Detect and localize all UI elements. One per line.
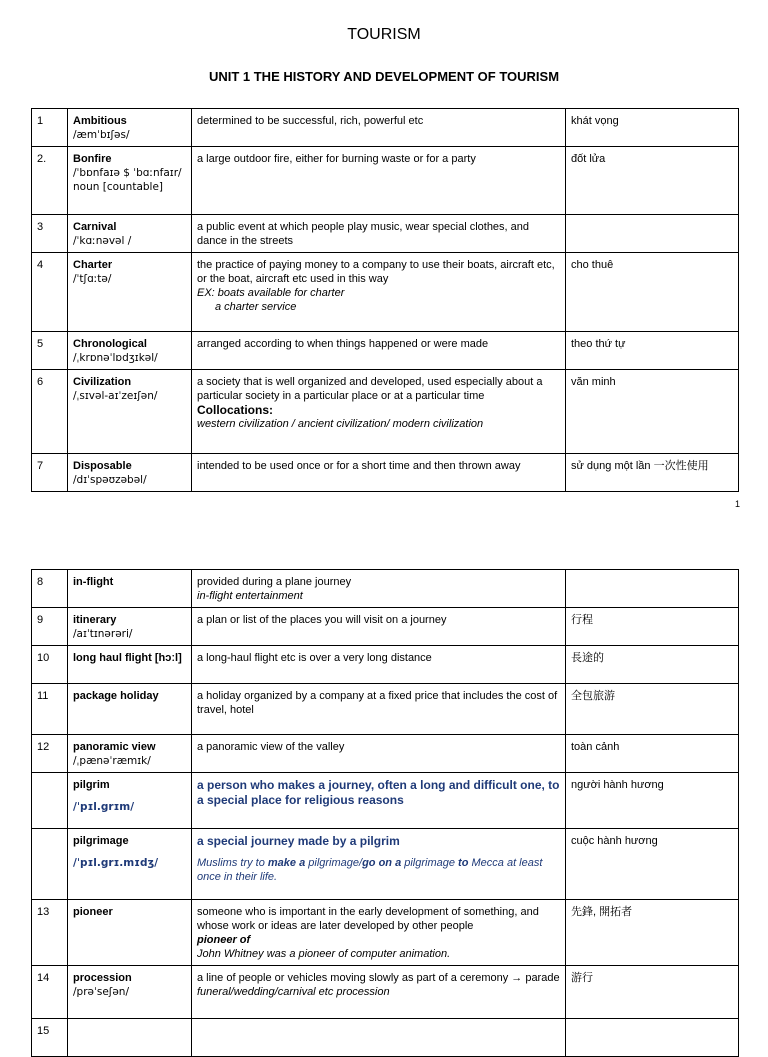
row-number: 5	[32, 332, 68, 370]
example: John Whitney was a pioneer of computer animation.	[197, 948, 451, 960]
row-number: 10	[32, 646, 68, 684]
collocations-label: Collocations:	[197, 403, 274, 417]
pronunciation: /prəˈseʃən/	[73, 986, 129, 998]
pronunciation: /ˌkrɒnəˈlɒdʒɪkəl/	[73, 352, 158, 364]
row-number: 7	[32, 454, 68, 492]
definition: a line of people or vehicles moving slowly as part of a ceremony → parade	[197, 972, 560, 984]
definition: a long-haul flight etc is over a very long distance	[192, 646, 566, 684]
row-number: 12	[32, 735, 68, 773]
row-number	[32, 773, 68, 829]
table-row	[32, 966, 739, 1019]
translation: 長途的	[566, 646, 739, 684]
table-row	[32, 608, 739, 646]
vocabulary-table-1	[31, 108, 739, 492]
row-number: 3	[32, 215, 68, 253]
table-row	[32, 829, 739, 900]
definition: intended to be used once or for a short time and then thrown away	[192, 454, 566, 492]
term-cell	[68, 608, 192, 646]
definition-cell	[192, 773, 566, 829]
document-title: TOURISM	[347, 26, 421, 43]
translation: 先鋒, 開拓者	[566, 900, 739, 966]
row-number: 2.	[32, 147, 68, 215]
table-row	[32, 332, 739, 370]
row-number: 13	[32, 900, 68, 966]
term-cell	[68, 370, 192, 454]
definition-cell	[192, 570, 566, 608]
pronunciation: /ˌsɪvəl-aɪˈzeɪʃən/	[73, 390, 158, 402]
vocabulary-table-2	[31, 569, 739, 1057]
definition: a public event at which people play music, wear special clothes, and dance in the streets	[192, 215, 566, 253]
row-number: 14	[32, 966, 68, 1019]
translation: 行程	[566, 608, 739, 646]
row-number: 8	[32, 570, 68, 608]
definition: a holiday organized by a company at a fixed price that includes the cost of travel, hotel	[192, 684, 566, 735]
definition-cell	[192, 370, 566, 454]
term: pioneer	[73, 906, 113, 918]
term-cell	[68, 829, 192, 900]
term-cell	[68, 1019, 192, 1057]
table-row	[32, 570, 739, 608]
table-row	[32, 773, 739, 829]
row-number: 9	[32, 608, 68, 646]
definition: a person who makes a journey, often a long and difficult one, to a special place for religious reasons	[197, 778, 560, 807]
definition-cell	[192, 829, 566, 900]
translation: 全包旅游	[566, 684, 739, 735]
term-cell	[68, 332, 192, 370]
table-row	[32, 900, 739, 966]
translation: toàn cảnh	[566, 735, 739, 773]
term-cell	[68, 215, 192, 253]
translation	[566, 1019, 739, 1057]
page-number: 1	[735, 499, 741, 509]
term: Carnival	[73, 221, 117, 233]
pronunciation: /ˈkɑːnəvəl /	[73, 235, 132, 247]
term-cell	[68, 773, 192, 829]
row-number: 15	[32, 1019, 68, 1057]
pronunciation: /æmˈbɪʃəs/	[73, 129, 130, 141]
definition: determined to be successful, rich, powerful etc	[192, 109, 566, 147]
definition-cell	[192, 900, 566, 966]
pronunciation: /ˌpænəˈræmɪk/	[73, 755, 151, 767]
table-row	[32, 147, 739, 215]
definition	[192, 1019, 566, 1057]
row-number: 1	[32, 109, 68, 147]
definition-cell	[192, 253, 566, 332]
term: pilgrimage	[73, 835, 129, 847]
term: pilgrim	[73, 779, 110, 791]
table-row	[32, 370, 739, 454]
definition: a panoramic view of the valley	[192, 735, 566, 773]
collocation: pioneer of	[197, 934, 251, 946]
translation	[566, 570, 739, 608]
example: funeral/wedding/carnival etc procession	[197, 986, 390, 998]
table-row	[32, 253, 739, 332]
term-cell	[68, 735, 192, 773]
example: western civilization / ancient civilization/ modern civilization	[197, 418, 484, 430]
translation: cuộc hành hương	[566, 829, 739, 900]
term-cell	[68, 454, 192, 492]
pronunciation: /aɪˈtɪnərəri/	[73, 628, 133, 640]
row-number: 6	[32, 370, 68, 454]
term: Ambitious	[73, 115, 127, 127]
term: Disposable	[73, 460, 132, 472]
pronunciation: /ˈbɒnfaɪə $ ˈbɑːnfaɪr/ noun [countable]	[73, 167, 182, 193]
term-cell	[68, 253, 192, 332]
definition: arranged according to when things happened or were made	[192, 332, 566, 370]
translation: đốt lửa	[566, 147, 739, 215]
definition: someone who is important in the early development of something, and whose work or ideas are later developed by other people	[197, 906, 539, 932]
definition: a special journey made by a pilgrim	[197, 834, 400, 848]
term-cell	[68, 966, 192, 1019]
term: itinerary	[73, 614, 117, 626]
row-number: 4	[32, 253, 68, 332]
pronunciation: /ˈtʃɑːtə/	[73, 273, 112, 285]
table-row	[32, 1019, 739, 1057]
definition: a plan or list of the places you will visit on a journey	[192, 608, 566, 646]
term: package holiday	[73, 690, 159, 702]
definition: a large outdoor fire, either for burning waste or for a party	[192, 147, 566, 215]
translation: văn minh	[566, 370, 739, 454]
row-number	[32, 829, 68, 900]
translation: theo thứ tự	[566, 332, 739, 370]
translation: cho thuê	[566, 253, 739, 332]
pronunciation: /ˈpɪl.grɪ.mɪdʒ/	[73, 857, 159, 869]
translation	[566, 215, 739, 253]
definition: the practice of paying money to a company to use their boats, aircraft etc, or the boat, aircraft etc used in this way	[197, 259, 555, 285]
example: EX: boats available for charter	[197, 287, 345, 299]
example: Muslims try to make a pilgrimage/go on a pilgrimage to Mecca at least once in their life.	[197, 857, 543, 883]
row-number: 11	[32, 684, 68, 735]
translation: khát vọng	[566, 109, 739, 147]
translation: người hành hương	[566, 773, 739, 829]
term: Civilization	[73, 376, 132, 388]
term-cell	[68, 646, 192, 684]
unit-heading: UNIT 1 THE HISTORY AND DEVELOPMENT OF TOURISM	[208, 69, 560, 84]
term: in-flight	[73, 576, 114, 588]
definition-cell	[192, 966, 566, 1019]
example: a charter service	[215, 301, 297, 313]
table-row	[32, 735, 739, 773]
example: in-flight entertainment	[197, 590, 303, 602]
term-cell	[68, 900, 192, 966]
table-row	[32, 109, 739, 147]
term: long haul flight [hɔːl]	[73, 652, 182, 664]
term-cell	[68, 109, 192, 147]
term: procession	[73, 972, 132, 984]
table-row	[32, 454, 739, 492]
table-row	[32, 646, 739, 684]
term: Charter	[73, 259, 113, 271]
translation: 游行	[566, 966, 739, 1019]
table-row	[32, 215, 739, 253]
term-cell	[68, 684, 192, 735]
pronunciation: /ˈpɪl.grɪm/	[73, 801, 135, 813]
definition: a society that is well organized and developed, used especially about a particular society in a particular place or at a particular time	[197, 376, 543, 402]
term-cell	[68, 570, 192, 608]
definition: provided during a plane journey	[197, 576, 352, 588]
term: panoramic view	[73, 741, 156, 753]
table-row	[32, 684, 739, 735]
term: Chronological	[73, 338, 147, 350]
term: Bonfire	[73, 153, 112, 165]
translation: sử dụng một lần 一次性使用	[566, 454, 739, 492]
pronunciation: /dɪˈspəʊzəbəl/	[73, 474, 147, 486]
term-cell	[68, 147, 192, 215]
